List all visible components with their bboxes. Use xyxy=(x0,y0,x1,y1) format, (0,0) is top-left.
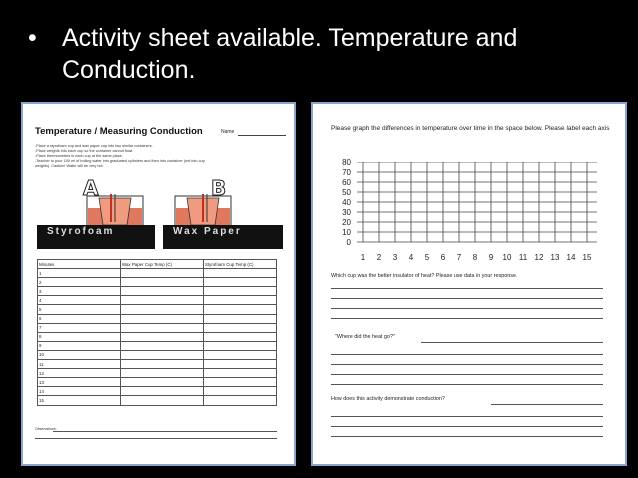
sheet-title: Temperature / Measuring Conduction xyxy=(35,126,203,137)
x-tick: 9 xyxy=(488,253,494,262)
table-row xyxy=(38,360,277,369)
empty-cell xyxy=(204,305,277,314)
table-header: Minutes xyxy=(38,260,121,269)
y-tick: 20 xyxy=(342,218,351,227)
question-insulator: Which cup was the better insulator of heat? Please use data in your response. xyxy=(331,273,518,279)
table-row xyxy=(38,341,277,350)
step: -Place a styrofoam cup and wax paper cup into two similar containers. xyxy=(35,144,153,148)
answer-line xyxy=(331,308,603,309)
y-tick: 30 xyxy=(342,208,351,217)
question-heat: "Where did the heat go?" xyxy=(335,334,395,340)
question-conduction: How does this activity demonstrate conduction? xyxy=(331,396,445,402)
empty-cell xyxy=(204,278,277,287)
step: weights). Caution! Water will be very hot. xyxy=(35,164,104,168)
answer-line xyxy=(331,364,603,365)
x-tick: 15 xyxy=(582,253,592,262)
activity-sheet-page-2 xyxy=(311,102,627,466)
table-row xyxy=(38,305,277,314)
table-header: Wax Paper Cup Temp (C) xyxy=(121,260,204,269)
observation-line xyxy=(53,431,277,432)
x-tick: 7 xyxy=(456,253,462,262)
minute-cell: 2 xyxy=(38,278,121,287)
x-tick: 8 xyxy=(472,253,478,262)
answer-line xyxy=(331,374,603,375)
empty-cell xyxy=(204,314,277,323)
procedure-steps xyxy=(35,144,285,169)
table-row xyxy=(38,287,277,296)
y-tick: 70 xyxy=(342,168,351,177)
empty-cell xyxy=(204,332,277,341)
graph-grid xyxy=(357,162,597,246)
minute-cell: 6 xyxy=(38,314,121,323)
minute-cell: 4 xyxy=(38,296,121,305)
answer-line xyxy=(331,436,603,437)
slide-bullet-text: Activity sheet available. Temperature and Conduction. xyxy=(62,24,518,84)
y-tick: 10 xyxy=(342,228,351,237)
minute-cell: 12 xyxy=(38,369,121,378)
empty-cell xyxy=(121,305,204,314)
graph-instruction: Please graph the differences in temperature over time in the space below. Please label each axis xyxy=(331,125,610,132)
answer-line xyxy=(491,404,603,405)
cup-b-label: B xyxy=(211,176,227,200)
empty-cell xyxy=(204,269,277,278)
empty-cell xyxy=(121,314,204,323)
answer-line xyxy=(331,298,603,299)
y-tick: 40 xyxy=(342,198,351,207)
empty-cell xyxy=(121,296,204,305)
observation-line xyxy=(35,438,277,439)
minute-cell: 8 xyxy=(38,332,121,341)
empty-cell xyxy=(121,278,204,287)
step: -Teacher to pour 100 ml of boiling water into graduated cylinders and then into container (not into cup xyxy=(35,159,205,163)
minute-cell: 14 xyxy=(38,387,121,396)
minute-cell: 9 xyxy=(38,341,121,350)
x-tick: 12 xyxy=(534,253,544,262)
empty-cell xyxy=(121,269,204,278)
answer-line xyxy=(331,354,603,355)
x-tick: 13 xyxy=(550,253,560,262)
empty-cell xyxy=(204,287,277,296)
table-row xyxy=(38,369,277,378)
answer-line xyxy=(331,426,603,427)
empty-cell xyxy=(121,287,204,296)
empty-cell xyxy=(204,387,277,396)
y-tick: 50 xyxy=(342,188,351,197)
bullet-dot: • xyxy=(28,24,37,52)
answer-line xyxy=(331,416,603,417)
x-tick: 6 xyxy=(440,253,446,262)
minute-cell: 5 xyxy=(38,305,121,314)
minute-cell: 13 xyxy=(38,378,121,387)
x-tick: 10 xyxy=(502,253,512,262)
empty-cell xyxy=(204,350,277,359)
name-line xyxy=(238,135,286,136)
empty-cell xyxy=(121,323,204,332)
minute-cell: 1 xyxy=(38,269,121,278)
empty-cell xyxy=(204,360,277,369)
minute-cell: 7 xyxy=(38,323,121,332)
minute-cell: 10 xyxy=(38,350,121,359)
temperature-table xyxy=(37,259,277,406)
empty-cell xyxy=(204,369,277,378)
empty-cell xyxy=(121,369,204,378)
answer-line xyxy=(421,342,603,343)
empty-cell xyxy=(121,341,204,350)
answer-line xyxy=(331,318,603,319)
empty-cell xyxy=(121,350,204,359)
table-row xyxy=(38,332,277,341)
slide-bullet xyxy=(30,22,620,86)
answer-line xyxy=(331,384,603,385)
y-tick: 0 xyxy=(346,238,351,247)
wax-paper-label: Wax Paper xyxy=(173,226,242,237)
minute-cell: 3 xyxy=(38,287,121,296)
empty-cell xyxy=(121,378,204,387)
x-tick: 5 xyxy=(424,253,430,262)
x-tick: 1 xyxy=(360,253,366,262)
table-row xyxy=(38,350,277,359)
empty-cell xyxy=(204,323,277,332)
x-tick: 2 xyxy=(376,253,382,262)
table-row xyxy=(38,378,277,387)
styrofoam-label: Styrofoam xyxy=(47,226,115,237)
name-label: Name xyxy=(221,129,235,135)
x-tick: 11 xyxy=(518,253,528,262)
empty-cell xyxy=(204,296,277,305)
observations-label: Observations: xyxy=(35,427,57,431)
empty-cell xyxy=(121,360,204,369)
x-tick: 3 xyxy=(392,253,398,262)
answer-line xyxy=(331,288,603,289)
empty-cell xyxy=(121,387,204,396)
y-tick: 60 xyxy=(342,178,351,187)
x-tick: 14 xyxy=(566,253,576,262)
step: -Place thermometers in each cup at the same place. xyxy=(35,154,123,158)
table-row xyxy=(38,323,277,332)
table-row xyxy=(38,269,277,278)
table-header: Styrofoam Cup Temp (C) xyxy=(204,260,277,269)
step: -Place weights into each cup so the container cannot float. xyxy=(35,149,134,153)
minute-cell: 11 xyxy=(38,360,121,369)
table-row xyxy=(38,296,277,305)
table-row xyxy=(38,314,277,323)
table-row xyxy=(38,396,277,405)
table-row xyxy=(38,278,277,287)
empty-cell xyxy=(204,341,277,350)
table-header-row xyxy=(38,260,277,269)
x-tick: 4 xyxy=(408,253,414,262)
empty-cell xyxy=(121,396,204,405)
y-tick: 80 xyxy=(342,158,351,167)
empty-cell xyxy=(204,396,277,405)
empty-cell xyxy=(121,332,204,341)
table-row xyxy=(38,387,277,396)
minute-cell: 15 xyxy=(38,396,121,405)
activity-sheet-page-1 xyxy=(21,102,296,466)
empty-cell xyxy=(204,378,277,387)
cup-a-label: A xyxy=(83,176,99,200)
